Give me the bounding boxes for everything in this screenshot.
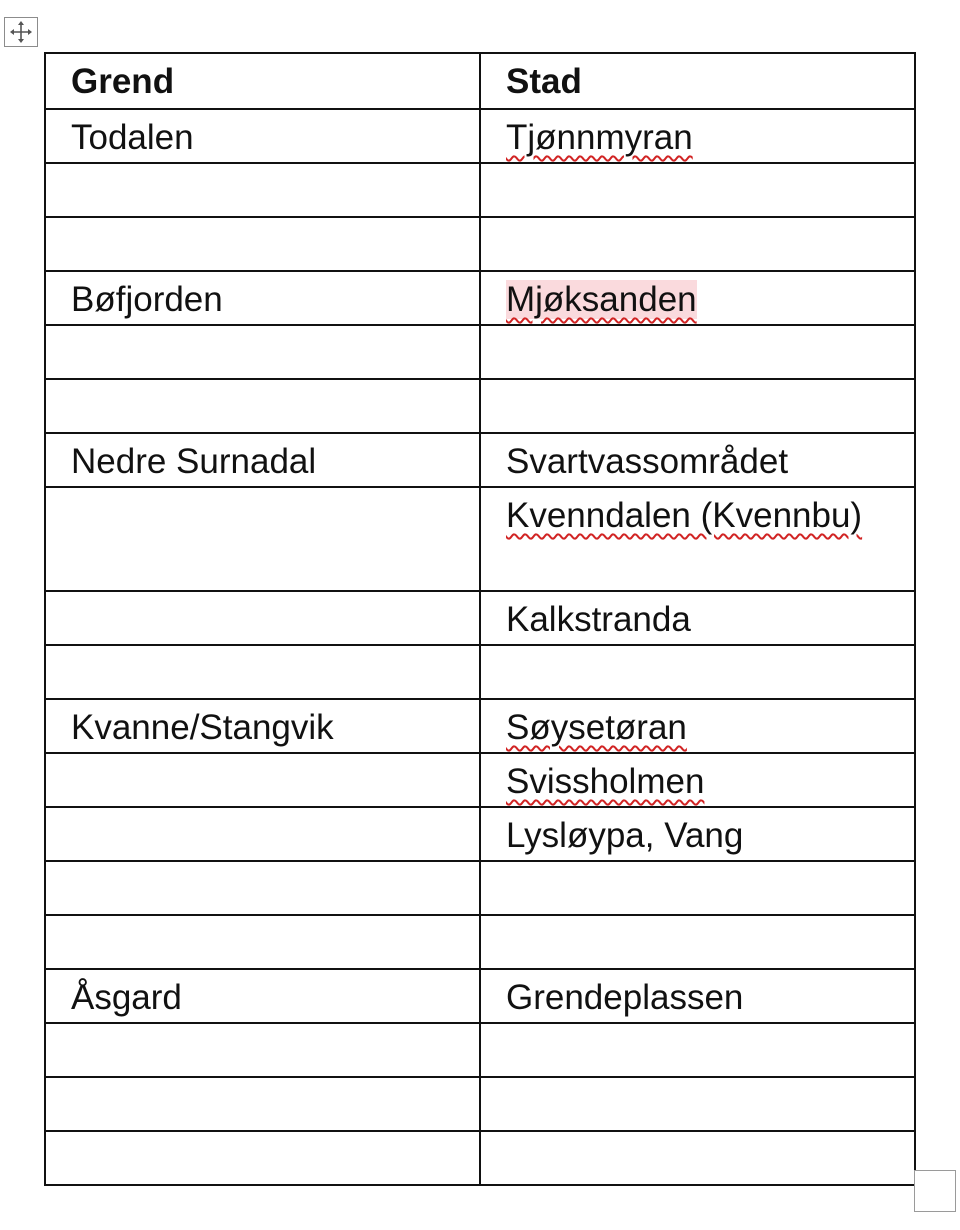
- grend-text: Nedre Surnadal: [71, 442, 317, 481]
- table-row: [45, 487, 915, 591]
- table-row: [45, 1023, 915, 1077]
- stad-text: Svissholmen: [506, 762, 705, 801]
- four-way-move-icon: [9, 20, 33, 44]
- table-row: [45, 379, 915, 433]
- stad-cell[interactable]: [480, 379, 915, 433]
- grend-cell[interactable]: [45, 271, 480, 325]
- stad-cell[interactable]: [480, 271, 915, 325]
- table-row: [45, 163, 915, 217]
- stad-text: Tjønnmyran: [506, 118, 693, 157]
- stad-cell[interactable]: [480, 969, 915, 1023]
- stad-cell[interactable]: [480, 1131, 915, 1185]
- stad-cell[interactable]: [480, 753, 915, 807]
- table-row: [45, 699, 915, 753]
- grend-cell[interactable]: [45, 1131, 480, 1185]
- grend-text: Kvanne/Stangvik: [71, 708, 334, 747]
- stad-cell[interactable]: [480, 1077, 915, 1131]
- grend-cell[interactable]: [45, 861, 480, 915]
- grend-text: Bøfjorden: [71, 280, 223, 319]
- stad-text: Grendeplassen: [506, 978, 744, 1017]
- table-header-row: [45, 53, 915, 109]
- header-cell-stad[interactable]: Stad: [480, 53, 915, 109]
- stad-cell[interactable]: [480, 325, 915, 379]
- stad-cell[interactable]: [480, 807, 915, 861]
- header-cell-grend[interactable]: Grend: [45, 53, 480, 109]
- stad-text: Kvenndalen (Kvennbu): [506, 496, 863, 535]
- grend-cell[interactable]: [45, 217, 480, 271]
- stad-cell[interactable]: [480, 217, 915, 271]
- stad-cell[interactable]: [480, 699, 915, 753]
- grend-cell[interactable]: [45, 163, 480, 217]
- table-row: [45, 969, 915, 1023]
- stad-text: Søysetøran: [506, 708, 687, 747]
- stad-text: Svartvassområdet: [506, 442, 789, 481]
- grend-cell[interactable]: [45, 969, 480, 1023]
- grend-cell[interactable]: [45, 1077, 480, 1131]
- grend-cell[interactable]: [45, 591, 480, 645]
- stad-text: Mjøksanden: [506, 280, 697, 319]
- table-row: [45, 325, 915, 379]
- grend-cell[interactable]: [45, 807, 480, 861]
- stad-cell[interactable]: [480, 861, 915, 915]
- table-row: [45, 645, 915, 699]
- stad-text: Kalkstranda: [506, 600, 691, 639]
- table-row: [45, 591, 915, 645]
- table-row: [45, 753, 915, 807]
- table-row: [45, 807, 915, 861]
- grend-cell[interactable]: [45, 1023, 480, 1077]
- stad-cell[interactable]: [480, 433, 915, 487]
- table-row: [45, 915, 915, 969]
- table-row: [45, 433, 915, 487]
- grend-cell[interactable]: [45, 379, 480, 433]
- grend-text: Todalen: [71, 118, 194, 157]
- stad-cell[interactable]: [480, 487, 915, 591]
- stad-cell[interactable]: [480, 163, 915, 217]
- table-row: [45, 861, 915, 915]
- table-row: [45, 271, 915, 325]
- stad-cell[interactable]: [480, 1023, 915, 1077]
- grend-cell[interactable]: [45, 753, 480, 807]
- table-resize-handle[interactable]: [914, 1170, 956, 1212]
- table-move-handle[interactable]: [4, 17, 38, 47]
- stad-cell[interactable]: [480, 645, 915, 699]
- grend-cell[interactable]: [45, 699, 480, 753]
- stad-cell[interactable]: [480, 915, 915, 969]
- grend-text: Åsgard: [71, 978, 182, 1017]
- grend-cell[interactable]: [45, 325, 480, 379]
- table-row: [45, 217, 915, 271]
- grend-cell[interactable]: [45, 109, 480, 163]
- table-row: [45, 1131, 915, 1185]
- grend-cell[interactable]: [45, 433, 480, 487]
- table-row: [45, 1077, 915, 1131]
- grend-stad-table: [44, 52, 916, 1186]
- stad-cell[interactable]: [480, 109, 915, 163]
- grend-cell[interactable]: [45, 645, 480, 699]
- stad-cell[interactable]: [480, 591, 915, 645]
- table-row: [45, 109, 915, 163]
- grend-cell[interactable]: [45, 487, 480, 591]
- grend-cell[interactable]: [45, 915, 480, 969]
- stad-text: Lysløypa, Vang: [506, 816, 744, 855]
